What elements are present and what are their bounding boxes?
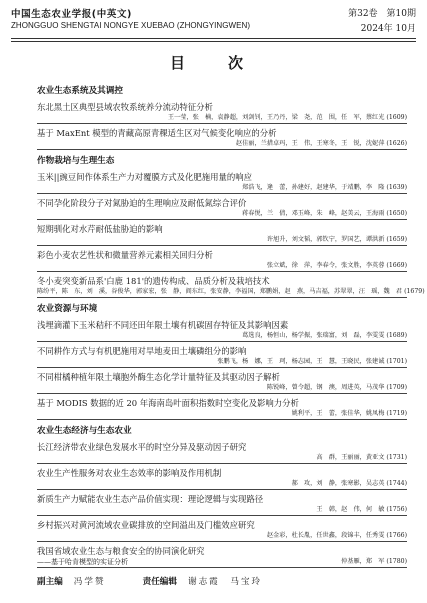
toc-entry[interactable] bbox=[37, 545, 407, 568]
article-title[interactable]: 东北黑土区典型县域农牧系统养分流动特征分析 bbox=[37, 102, 213, 112]
toc-entry[interactable] bbox=[37, 197, 407, 220]
article-title[interactable]: 彩色小麦农艺性状和微量营养元素相关回归分析 bbox=[37, 250, 213, 260]
article-subtitle: ——基于哈肯模型的实证分析 bbox=[37, 558, 128, 566]
toc-entry[interactable] bbox=[37, 319, 407, 342]
issue-date: 2024年 10月 bbox=[360, 24, 416, 34]
responsible-editor-names: 谢志霞 马宝玲 bbox=[187, 577, 263, 587]
deputy-editor-name: 冯学赞 bbox=[73, 577, 106, 587]
toc-section bbox=[37, 154, 425, 298]
article-meta bbox=[37, 139, 407, 150]
header-rule-thin bbox=[11, 41, 416, 42]
article-title[interactable]: 新质生产力赋能农业生态产品价值实现：理论逻辑与实现路径 bbox=[37, 494, 264, 504]
article-title[interactable]: 冬小麦突变新品系'白鹿 181'的遗传构成、品质分析及栽培技术 bbox=[37, 276, 270, 286]
table-of-contents bbox=[37, 80, 425, 568]
responsible-editor-label: 责任编辑 bbox=[142, 577, 177, 587]
article-authors: 王 韩，赵 伟，何 敏 bbox=[316, 506, 385, 513]
article-meta bbox=[37, 209, 407, 220]
article-meta bbox=[37, 383, 407, 394]
toc-entry[interactable] bbox=[37, 223, 407, 246]
article-page: (1780) bbox=[386, 558, 407, 565]
journal-subtitle: ZHONGGUO SHENGTAI NONGYE XUEBAO (ZHONGYINGWEN) bbox=[11, 21, 251, 30]
article-page: (1766) bbox=[386, 532, 407, 539]
toc-entry[interactable] bbox=[37, 101, 407, 124]
journal-title: 中国生态农业学报(中英文) bbox=[11, 9, 132, 20]
article-meta bbox=[37, 505, 407, 516]
article-title[interactable]: 长江经济带农业绿色发展水平的时空分异及驱动因子研究 bbox=[37, 442, 247, 452]
article-authors: 高 群，王丽丽，黄亚文 bbox=[316, 454, 385, 461]
article-meta bbox=[37, 409, 407, 420]
toc-entry[interactable] bbox=[37, 467, 407, 490]
article-authors: 张立斌，徐 萍，李春令，张文胜，李英蓉 bbox=[266, 262, 385, 269]
article-meta bbox=[37, 479, 407, 490]
article-authors: 许旭升，刘文韬，郭钦宁，罗国艺，谭洪新 bbox=[266, 236, 385, 243]
article-title[interactable]: 基于 MaxEnt 模型的青藏高原青稞适生区对气候变化响应的分析 bbox=[37, 128, 277, 138]
article-title[interactable]: 不同耕作方式与有机肥施用对旱地麦田土壤磷组分的影响 bbox=[37, 346, 247, 356]
section-title: 作物栽培与生理生态 bbox=[37, 156, 115, 166]
article-title[interactable]: 农业生产性服务对农业生态效率的影响及作用机制 bbox=[37, 468, 222, 478]
article-authors: 葛选良，杨恒山，杨学振，张瑞富，刘 磊，李雯雯 bbox=[242, 332, 385, 339]
article-meta bbox=[37, 531, 407, 542]
article-meta bbox=[37, 235, 407, 246]
article-authors: 赵佳丽，兰措卓玛，王 伟，王寒冬，王 锐，沈妮萍 bbox=[235, 140, 385, 147]
article-authors: 郑浩飞，逄 蕾，孙建好，赵建华，于靖鹏，李 隆 bbox=[242, 184, 385, 191]
toc-entry[interactable] bbox=[37, 397, 407, 420]
article-page: (1626) bbox=[386, 140, 407, 147]
article-meta bbox=[37, 357, 407, 368]
header-rule-thick bbox=[11, 38, 416, 39]
article-authors: 蒋春悦，兰 倩，邓玉峰，朱 峰，赵美云，王海雨 bbox=[242, 210, 385, 217]
volume-issue: 第32卷 第10期 bbox=[348, 9, 416, 19]
article-title[interactable]: 浅埋滴灌下玉米秸秆不同还田年限土壤有机碳固存特征及其影响因素 bbox=[37, 320, 289, 330]
article-meta bbox=[37, 453, 407, 464]
article-title[interactable]: 我国省域农业生态与粮食安全的协同演化研究 bbox=[37, 546, 205, 556]
article-page: (1609) bbox=[386, 114, 407, 121]
article-authors: 王一莹，张 楠，袁静超，刘剑钊，王乃丹，梁 尧，范 围，任 军，蔡红光 bbox=[167, 114, 385, 121]
article-authors: 张鹏飞，杨 娜，王 珂，杨志园，王 慧，王晓民，张建诚 bbox=[217, 358, 385, 365]
article-page: (1719) bbox=[386, 410, 407, 417]
article-page: (1689) bbox=[386, 332, 407, 339]
article-title[interactable]: 不同柑橘种植年限土壤胞外酶生态化学计量特征及其驱动因子解析 bbox=[37, 372, 280, 382]
article-title[interactable]: 基于 MODIS 数据的近 20 年海南岛叶面积指数时空变化及影响力分析 bbox=[37, 398, 299, 408]
deputy-editor-label: 副主编 bbox=[37, 577, 63, 587]
section-title: 农业生态经济与生态农业 bbox=[37, 426, 132, 436]
toc-entry[interactable] bbox=[37, 345, 407, 368]
toc-entry[interactable] bbox=[37, 249, 407, 272]
article-authors: 郝 攻，刘 静，张寒影，吴志英 bbox=[291, 480, 385, 487]
article-meta bbox=[37, 183, 407, 194]
article-authors: 赵金彩，杜长胤，任世鑫，段锦丰，任秀雯 bbox=[266, 532, 385, 539]
article-meta bbox=[37, 261, 407, 272]
article-page: (1639) bbox=[386, 184, 407, 191]
article-authors: 陈锐峰，曾令超，钢 澳，周进英，马茂华 bbox=[266, 384, 385, 391]
article-page: (1679) bbox=[404, 288, 425, 295]
toc-title: 目 次 bbox=[169, 54, 257, 72]
article-page: (1701) bbox=[386, 358, 407, 365]
article-authors: 仲基雁，郑 军 bbox=[341, 558, 385, 565]
article-page: (1756) bbox=[386, 506, 407, 513]
toc-entry[interactable] bbox=[37, 519, 407, 542]
article-title[interactable]: 短期驯化对水芹耐低盐胁迫的影响 bbox=[37, 224, 163, 234]
toc-section bbox=[37, 424, 407, 568]
article-title[interactable]: 不同孕化阶段分子对氮胁迫的生理响应及耐低氮综合评价 bbox=[37, 198, 247, 208]
section-title: 农业生态系统及其调控 bbox=[37, 86, 123, 96]
article-title[interactable]: 玉米||豌豆间作体系生产力对覆膜方式及化肥施用量的响应 bbox=[37, 172, 253, 182]
journal-header bbox=[11, 6, 416, 36]
editors-line bbox=[37, 575, 407, 587]
toc-section bbox=[37, 302, 407, 420]
article-page: (1669) bbox=[386, 262, 407, 269]
toc-entry[interactable] bbox=[37, 127, 407, 150]
section-title: 农业资源与环境 bbox=[37, 304, 98, 314]
article-page: (1731) bbox=[386, 454, 407, 461]
article-page: (1709) bbox=[386, 384, 407, 391]
article-page: (1659) bbox=[386, 236, 407, 243]
article-meta bbox=[37, 331, 407, 342]
article-meta bbox=[37, 287, 425, 298]
toc-entry[interactable] bbox=[37, 371, 407, 394]
article-authors: 姚利平，王 蕾，张佳华，姚凤梅 bbox=[291, 410, 385, 417]
article-page: (1650) bbox=[386, 210, 407, 217]
toc-section bbox=[37, 84, 407, 150]
article-title[interactable]: 乡村振兴对黄河流域农业碳排放的空间溢出及门槛效应研究 bbox=[37, 520, 255, 530]
article-meta bbox=[37, 557, 407, 568]
toc-entry[interactable] bbox=[37, 275, 425, 298]
article-authors: 陈纷平，陈 东，刘 溪，谷俊华，郭家宏，张 静，阎东红，张安静，李福国，郑鹏娟，赵 燕，马吉福，苏翠翠，汪 瑶，魏 君 bbox=[37, 288, 403, 295]
article-page: (1744) bbox=[386, 480, 407, 487]
toc-entry[interactable] bbox=[37, 171, 407, 194]
toc-entry[interactable] bbox=[37, 493, 407, 516]
article-meta bbox=[37, 113, 407, 124]
toc-entry[interactable] bbox=[37, 441, 407, 464]
